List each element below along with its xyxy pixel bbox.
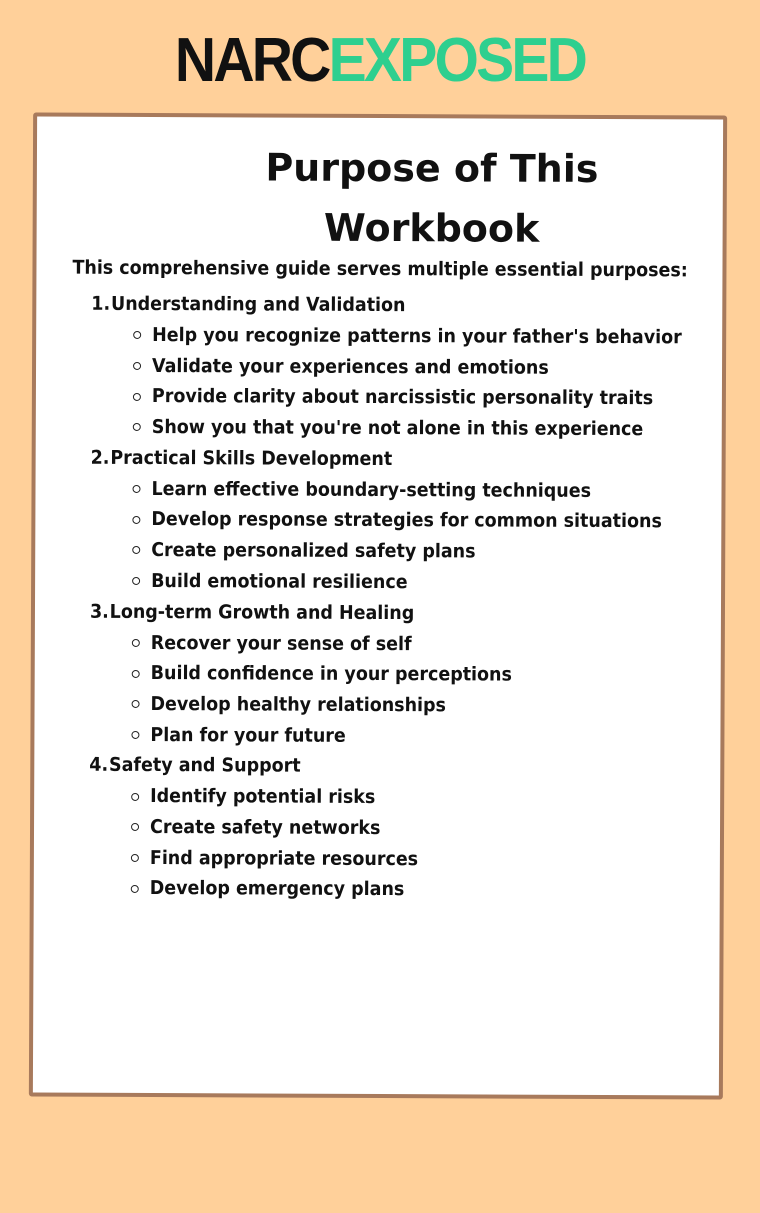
circle-bullet-icon	[131, 854, 139, 862]
section-number: 2.	[90, 446, 110, 469]
logo-exposed: EXPOSED	[328, 26, 586, 95]
bullet-list	[89, 781, 726, 907]
title-line-2: Workbook	[323, 205, 540, 251]
list-item: Help you recognize patterns in your father's behavior	[133, 320, 728, 353]
workbook-card	[29, 112, 727, 1099]
section-practical-skills	[90, 442, 727, 599]
section-number: 3.	[89, 600, 109, 623]
circle-bullet-icon	[131, 823, 139, 831]
section-long-term-growth	[89, 596, 726, 753]
circle-bullet-icon	[131, 793, 139, 801]
circle-bullet-icon	[131, 731, 139, 739]
bullet-list	[89, 627, 726, 753]
list-item: Recover your sense of self	[132, 627, 727, 660]
list-item: Build confidence in your perceptions	[132, 658, 727, 691]
list-item: Create personalized safety plans	[132, 535, 727, 568]
section-heading: Practical Skills Development	[110, 446, 393, 470]
purpose-list	[89, 289, 728, 907]
list-item: Validate your experiences and emotions	[133, 351, 728, 384]
circle-bullet-icon	[132, 669, 140, 677]
section-number: 4.	[89, 753, 109, 777]
circle-bullet-icon	[132, 516, 140, 524]
section-heading: Safety and Support	[108, 754, 301, 777]
page-title	[37, 137, 760, 260]
circle-bullet-icon	[133, 362, 141, 370]
circle-bullet-icon	[133, 423, 141, 431]
list-item: Develop response strategies for common situations	[132, 504, 727, 537]
list-item: Provide clarity about narcissistic personality traits	[133, 381, 728, 414]
intro-text: This comprehensive guide serves multiple essential purposes:	[72, 256, 688, 282]
list-item: Find appropriate resources	[131, 843, 726, 876]
circle-bullet-icon	[133, 331, 141, 339]
circle-bullet-icon	[132, 546, 140, 554]
section-safety-support	[89, 750, 726, 907]
list-item: Identify potential risks	[131, 781, 726, 814]
list-item: Develop emergency plans	[131, 873, 726, 906]
list-item: Develop healthy relationships	[132, 689, 727, 722]
logo	[30, 28, 729, 94]
circle-bullet-icon	[131, 885, 139, 893]
circle-bullet-icon	[132, 577, 140, 585]
circle-bullet-icon	[132, 639, 140, 647]
list-item: Show you that you're not alone in this experience	[133, 412, 728, 445]
list-item: Create safety networks	[131, 812, 726, 845]
section-understanding	[91, 289, 728, 446]
bullet-list	[90, 473, 727, 599]
list-item: Learn effective boundary-setting techniques	[132, 474, 727, 507]
list-item: Plan for your future	[131, 719, 726, 752]
title-line-1: Purpose of This	[265, 145, 599, 191]
section-heading: Understanding and Validation	[111, 292, 406, 317]
section-number: 1.	[91, 292, 111, 315]
list-item: Build emotional resilience	[132, 566, 727, 599]
section-heading: Long-term Growth and Healing	[109, 600, 415, 624]
circle-bullet-icon	[133, 393, 141, 401]
circle-bullet-icon	[132, 485, 140, 493]
logo-narc: NARC	[174, 26, 329, 95]
circle-bullet-icon	[132, 700, 140, 708]
bullet-list	[91, 320, 728, 446]
